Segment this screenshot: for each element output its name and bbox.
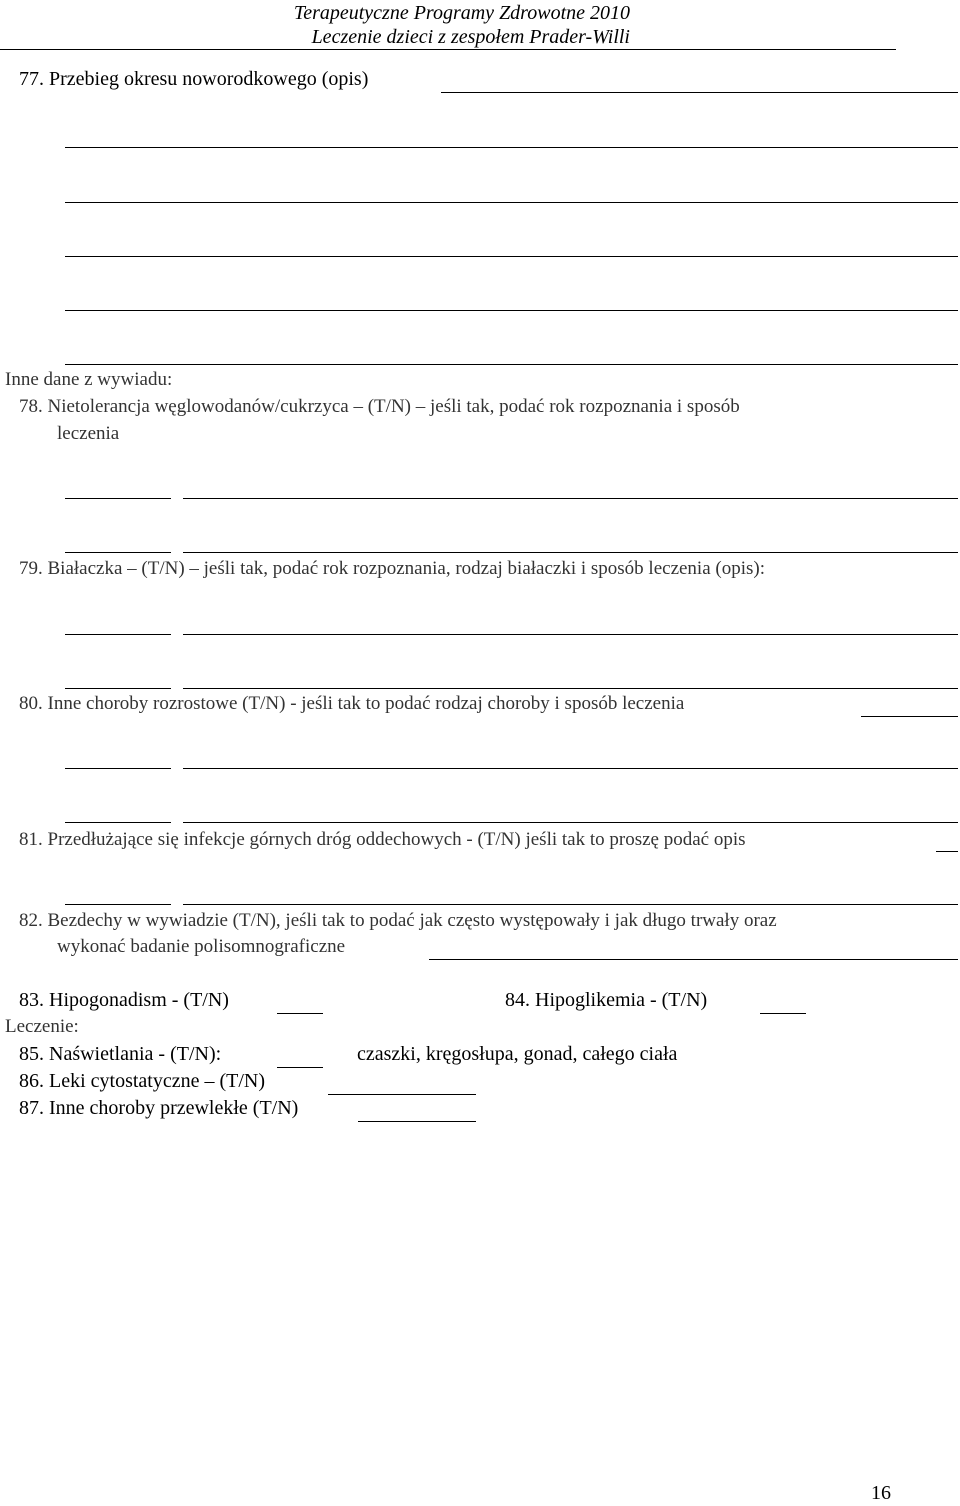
q77-answer-line-6[interactable] bbox=[65, 364, 958, 365]
q78-year-line-1[interactable] bbox=[65, 498, 171, 499]
q86-answer-line[interactable] bbox=[328, 1094, 476, 1095]
question-80: 80. Inne choroby rozrostowe (T/N) - jeśli tak to podać rodzaj choroby i sposób leczenia bbox=[19, 693, 685, 714]
question-82-line-2: wykonać badanie polisomnograficzne bbox=[57, 936, 346, 957]
q77-answer-line-5[interactable] bbox=[65, 310, 958, 311]
q82-answer-line[interactable] bbox=[429, 959, 958, 960]
q80-type-line-1[interactable] bbox=[65, 768, 171, 769]
q84-answer-line[interactable] bbox=[760, 1013, 806, 1014]
section-history-heading: Inne dane z wywiadu: bbox=[5, 369, 173, 390]
question-79: 79. Białaczka – (T/N) – jeśli tak, podać rok rozpoznania, rodzaj białaczki i sposób leczenia (opis): bbox=[19, 558, 766, 579]
header-rule bbox=[0, 49, 896, 50]
q83-answer-line[interactable] bbox=[277, 1013, 323, 1014]
q78-year-line-2[interactable] bbox=[65, 552, 171, 553]
question-86: 86. Leki cytostatyczne – (T/N) bbox=[19, 1070, 266, 1092]
q80-method-line-1[interactable] bbox=[183, 768, 958, 769]
question-81: 81. Przedłużające się infekcje górnych dróg oddechowych - (T/N) jeśli tak to proszę podać opis bbox=[19, 829, 746, 850]
q80-type-line-2[interactable] bbox=[65, 822, 171, 823]
q77-answer-line-1[interactable] bbox=[441, 92, 958, 93]
header-title: Terapeutyczne Programy Zdrowotne 2010 bbox=[293, 2, 630, 24]
q87-answer-line[interactable] bbox=[358, 1121, 476, 1122]
q77-answer-line-3[interactable] bbox=[65, 202, 958, 203]
question-78-line-2: leczenia bbox=[57, 423, 120, 444]
section-treatment-heading: Leczenie: bbox=[5, 1016, 79, 1037]
question-83: 83. Hipogonadism - (T/N) bbox=[19, 989, 229, 1011]
q81-answer-inline[interactable] bbox=[936, 851, 958, 852]
q78-method-line-2[interactable] bbox=[183, 552, 958, 553]
q79-desc-line-2[interactable] bbox=[183, 688, 958, 689]
question-77: 77. Przebieg okresu noworodkowego (opis) bbox=[19, 68, 369, 90]
q80-method-line-2[interactable] bbox=[183, 822, 958, 823]
q81-answer-line-a[interactable] bbox=[65, 904, 171, 905]
question-82-line-1: 82. Bezdechy w wywiadzie (T/N), jeśli tak to podać jak często występowały i jak długo trwały oraz bbox=[19, 910, 777, 931]
question-84: 84. Hipoglikemia - (T/N) bbox=[505, 989, 708, 1011]
q77-answer-line-4[interactable] bbox=[65, 256, 958, 257]
question-85-label: 85. Naświetlania - (T/N): bbox=[19, 1043, 222, 1065]
q79-year-line-1[interactable] bbox=[65, 634, 171, 635]
question-78-line-1: 78. Nietolerancja węglowodanów/cukrzyca – (T/N) – jeśli tak, podać rok rozpoznania i sposób bbox=[19, 396, 740, 417]
q79-desc-line-1[interactable] bbox=[183, 634, 958, 635]
q78-method-line-1[interactable] bbox=[183, 498, 958, 499]
q85-answer-line[interactable] bbox=[277, 1067, 323, 1068]
q80-answer-inline[interactable] bbox=[861, 716, 958, 717]
page-number: 16 bbox=[871, 1482, 891, 1504]
question-87: 87. Inne choroby przewlekłe (T/N) bbox=[19, 1097, 299, 1119]
question-85-options: czaszki, kręgosłupa, gonad, całego ciała bbox=[357, 1043, 678, 1065]
header-subtitle: Leczenie dzieci z zespołem Prader-Willi bbox=[311, 26, 630, 48]
q77-answer-line-2[interactable] bbox=[65, 147, 958, 148]
q81-answer-line-b[interactable] bbox=[183, 904, 958, 905]
q79-year-line-2[interactable] bbox=[65, 688, 171, 689]
